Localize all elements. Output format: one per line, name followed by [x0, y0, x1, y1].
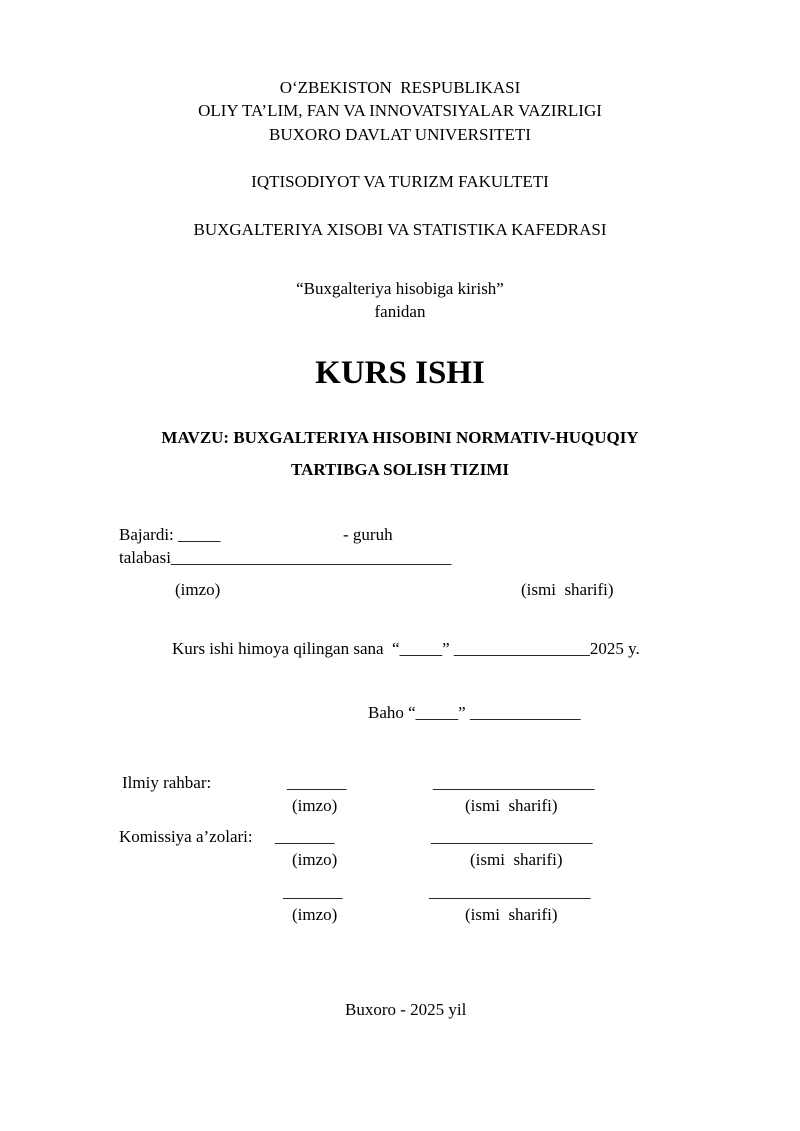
grade-line: Baho “_____” _____________	[368, 703, 581, 722]
commission-name-blank-2: ___________________	[429, 882, 591, 901]
group-label: - guruh	[343, 525, 393, 544]
performed-by-label: Bajardi: _____	[119, 525, 221, 544]
commission-label: Komissiya a’zolari:	[119, 827, 253, 846]
topic-line-1: MAVZU: BUXGALTERIYA HISOBINI NORMATIV-HUQUQIY	[161, 428, 639, 447]
student-name-caption: (ismi sharifi)	[521, 580, 614, 599]
commission-signature-caption-2: (imzo)	[292, 905, 338, 924]
ministry-heading: OLIY TA’LIM, FAN VA INNOVATSIYALAR VAZIRLIGI	[198, 101, 602, 120]
student-signature-caption: (imzo)	[175, 580, 221, 599]
commission-signature-blank-2: _______	[283, 882, 343, 901]
supervisor-label: Ilmiy rahbar:	[122, 773, 212, 792]
student-line: talabasi_________________________________	[119, 548, 452, 567]
faculty-heading: IQTISODIYOT VA TURIZM FAKULTETI	[251, 172, 549, 191]
subject-name: “Buxgalteriya hisobiga kirish”	[296, 279, 504, 298]
defense-date-line: Kurs ishi himoya qilingan sana “_____” ________________2025 y.	[172, 639, 640, 658]
document-title: KURS ISHI	[315, 355, 485, 391]
commission-name-caption-2: (ismi sharifi)	[465, 905, 558, 924]
topic-line-2: TARTIBGA SOLISH TIZIMI	[291, 460, 509, 479]
subject-suffix: fanidan	[374, 302, 426, 321]
department-heading: BUXGALTERIYA XISOBI VA STATISTIKA KAFEDRASI	[193, 220, 607, 239]
university-heading: BUXORO DAVLAT UNIVERSITETI	[269, 125, 531, 144]
supervisor-signature-caption: (imzo)	[292, 796, 338, 815]
commission-signature-blank-1: _______	[275, 827, 335, 846]
commission-name-blank-1: ___________________	[431, 827, 593, 846]
place-year: Buxoro - 2025 yil	[345, 1000, 467, 1019]
supervisor-signature-blank: _______	[287, 773, 347, 792]
commission-name-caption-1: (ismi sharifi)	[470, 850, 563, 869]
commission-signature-caption-1: (imzo)	[292, 850, 338, 869]
republic-heading: O‘ZBEKISTON RESPUBLIKASI	[279, 78, 521, 97]
supervisor-name-caption: (ismi sharifi)	[465, 796, 558, 815]
supervisor-name-blank: ___________________	[433, 773, 595, 792]
